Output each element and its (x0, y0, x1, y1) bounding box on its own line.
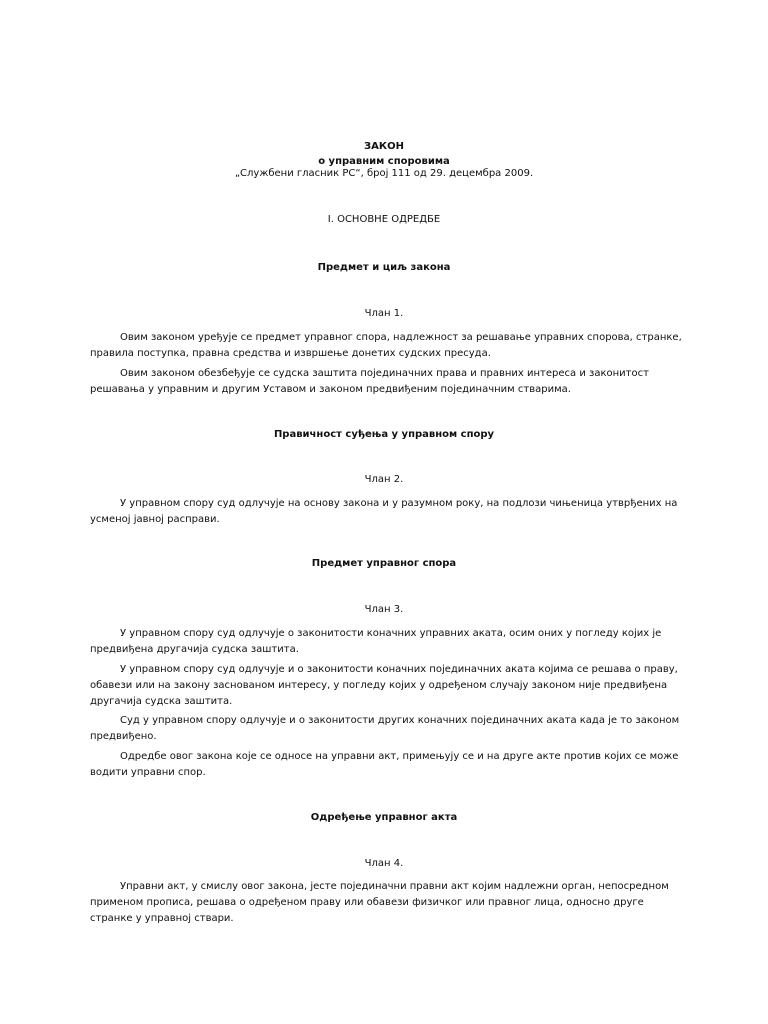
chapter-heading: I. ОСНОВНЕ ОДРЕДБЕ (327, 214, 441, 225)
paragraph: Одредбе овог закона које се односе на управни акт, примењују се и на друге акте против којих се може водити управни спор. (90, 751, 679, 778)
paragraph: Управни акт, у смислу овог закона, јесте појединачни правни акт којим надлежни орган, непосредном применом прописа, решава о одређеном праву или обавези физичког или правног лица, односно друге странке у управној ствари. (90, 881, 669, 924)
paragraph: У управном спору суд одлучује на основу закона и у разумном року, на подлози чињеница утврђених на усменој јавној расправи. (90, 498, 678, 525)
article-number: Члан 4. (364, 858, 404, 869)
paragraph: Суд у управном спору одлучује и о законитости других коначних појединачних аката када је то законом предвиђено. (90, 715, 680, 742)
section-heading: Правичност суђења у управном спору (273, 429, 495, 440)
gazette-reference: „Службени гласник РС“, број 111 од 29. децембра 2009. (234, 168, 534, 179)
article-number: Члан 3. (364, 604, 404, 615)
paragraph: Овим законом уређује се предмет управног спора, надлежност за решавање управних спорова, странке, правила поступка, правна средства и извршење донетих судских пресуда. (90, 332, 682, 359)
article-number: Члан 2. (364, 474, 404, 485)
law-title: ЗАКОН (364, 141, 404, 152)
section-heading: Одређење управног акта (310, 812, 458, 823)
article-number: Члан 1. (364, 308, 404, 319)
section-heading: Предмет управног спора (311, 558, 457, 569)
paragraph: У управном спору суд одлучује и о законитости коначних појединачних аката којима се решава о праву, обавези или на закону заснованом интересу, у погледу којих у одређеном случају законом није предвиђена другачија судска заштита. (90, 664, 678, 707)
law-subtitle: о управним споровима (318, 156, 450, 167)
section-heading: Предмет и циљ закона (317, 262, 451, 273)
paragraph: Овим законом обезбеђује се судска заштита појединачних права и правних интереса и законитост решавања у управним и другим Уставом и законом предвиђеним појединачним стварима. (90, 368, 649, 395)
paragraph: У управном спору суд одлучује о законитости коначних управних аката, осим оних у погледу којих је предвиђена другачија судска заштита. (90, 628, 662, 655)
